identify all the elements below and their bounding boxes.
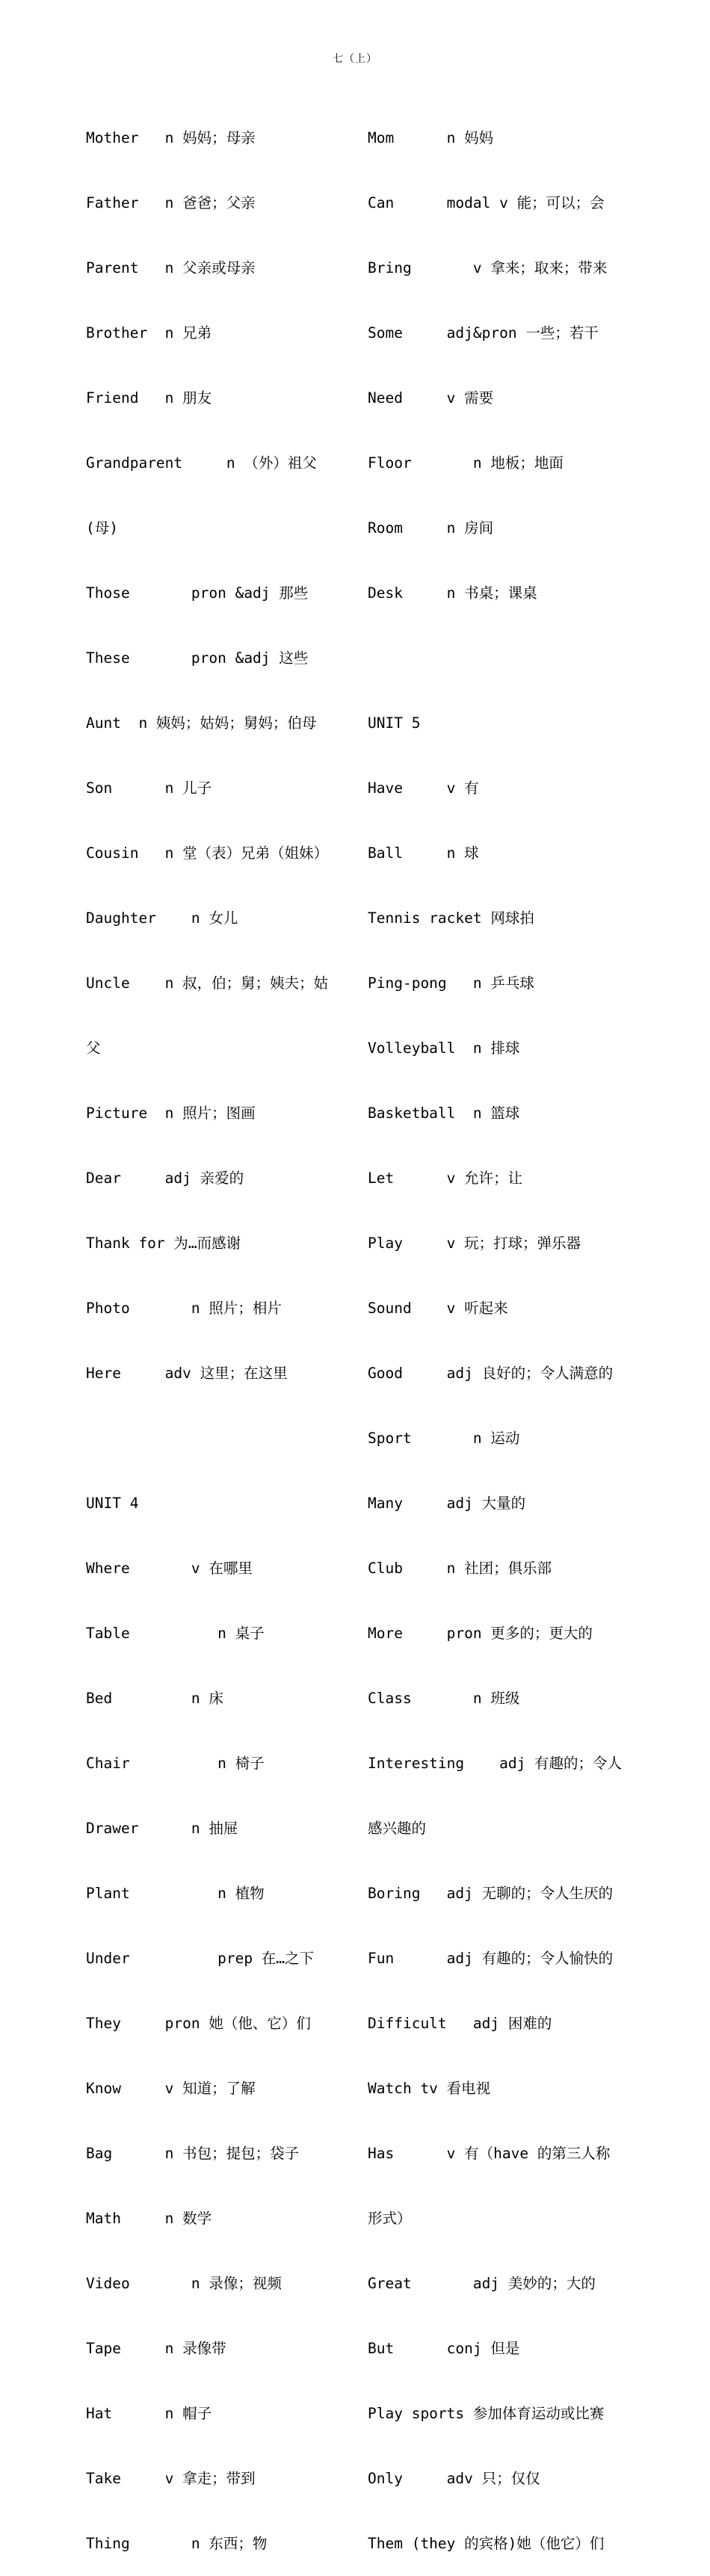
vocab-line: Let v 允许；让 [368,1170,523,1187]
blank-line [86,1427,348,1449]
vocab-line: Club n 社团；俱乐部 [368,1560,552,1577]
vocab-line: Can modal v 能；可以；会 [368,194,605,211]
vocab-line: Tape n 录像带 [86,2340,226,2357]
vocab-line: Some adj&pron 一些；若干 [368,324,599,342]
vocab-line: More pron 更多的；更大的 [368,1625,593,1642]
vocab-line: Photo n 照片；相片 [86,1300,282,1317]
vocab-line: Know v 知道；了解 [86,2080,256,2097]
vocab-line: 感兴趣的 [368,1820,427,1837]
vocab-line: Video n 录像；视频 [86,2275,282,2292]
vocab-line: Only adv 只；仅仅 [368,2470,540,2487]
vocab-line: Table n 桌子 [86,1625,265,1642]
vocab-line: Uncle n 叔，伯；舅；姨夫；姑 [86,975,329,992]
vocab-line: Son n 儿子 [86,779,212,797]
vocab-line: Grandparent n （外）祖父 [86,454,317,472]
page-header-title: 七（上） [333,53,377,65]
vocab-line: 父 [86,1040,101,1057]
vocab-line: Floor n 地板；地面 [368,454,564,472]
vocab-line: Desk n 书桌；课桌 [368,584,537,602]
vocab-line: Ball n 球 [368,844,479,862]
vocab-line: Daughter n 女儿 [86,909,238,927]
vocab-line: Where v 在哪里 [86,1560,253,1577]
vocab-line: Fun adj 有趣的；令人愉快的 [368,1950,614,1967]
vocab-line: Aunt n 姨妈；姑妈；舅妈；伯母 [86,714,317,732]
vocab-line: Many adj 大量的 [368,1495,526,1512]
vocab-line: Parent n 父亲或母亲 [86,259,256,277]
vocab-line: Drawer n 抽屉 [86,1820,238,1837]
vocab-line: These pron &adj 这些 [86,649,309,667]
vocab-line: Sport n 运动 [368,1430,520,1447]
vocab-line: Picture n 照片；图画 [86,1105,256,1122]
vocab-line: Under prep 在…之下 [86,1950,315,1967]
left-vocab-column [86,84,348,2576]
vocab-line: Thing n 东西；物 [86,2535,268,2552]
vocab-line: Play sports 参加体育运动或比赛 [368,2405,605,2422]
unit-heading: UNIT 4 [86,1495,139,1512]
vocab-line: (母) [86,519,118,537]
vocab-line: Watch tv 看电视 [368,2080,491,2097]
vocab-line: Ping-pong n 乒乓球 [368,975,534,992]
vocab-line: Bag n 书包；提包；袋子 [86,2145,300,2162]
vocab-line: Has v 有（have 的第三人称 [368,2145,611,2162]
vocab-line: Basketball n 篮球 [368,1105,520,1122]
vocab-line: Mother n 妈妈；母亲 [86,129,256,146]
vocab-line: Plant n 植物 [86,1885,265,1902]
vocab-line: Them (they 的宾格)她（他它）们 [368,2535,605,2552]
vocab-line: Bring v 拿来；取来；带来 [368,259,608,277]
vocab-line: Thank for 为…而感谢 [86,1235,241,1252]
vocab-line: Tennis racket 网球拍 [368,909,534,927]
vocab-line: Hat n 帽子 [86,2405,212,2422]
vocab-line: Boring adj 无聊的；令人生厌的 [368,1885,614,1902]
vocab-line: Bed n 床 [86,1690,223,1707]
vocab-line: Need v 需要 [368,389,494,407]
vocab-line: Father n 爸爸；父亲 [86,194,256,211]
vocab-line: Room n 房间 [368,519,494,537]
vocab-line: Great adj 美妙的；大的 [368,2275,596,2292]
vocab-line: Sound v 听起来 [368,1300,508,1317]
vocab-line: Volleyball n 排球 [368,1040,520,1057]
vocab-line: Here adv 这里；在这里 [86,1365,288,1382]
vocab-line: Cousin n 堂（表）兄弟（姐妹） [86,844,329,862]
vocab-line: 形式） [368,2210,412,2227]
vocab-line: Chair n 椅子 [86,1755,265,1772]
vocab-line: Dear adj 亲爱的 [86,1170,244,1187]
vocab-line: They pron 她（他、它）们 [86,2015,311,2032]
vocab-line: Have v 有 [368,779,479,797]
vocab-line: Friend n 朋友 [86,389,212,407]
unit-heading: UNIT 5 [368,714,421,732]
vocab-line: Those pron &adj 那些 [86,584,309,602]
vocab-line: Brother n 兄弟 [86,324,212,342]
vocab-line: But conj 但是 [368,2340,520,2357]
vocab-line: Class n 班级 [368,1690,520,1707]
vocab-line: Interesting adj 有趣的；令人 [368,1755,623,1772]
blank-line [368,647,626,669]
right-vocab-column [368,84,626,2576]
vocab-line: Mom n 妈妈 [368,129,494,146]
vocab-line: Play v 玩；打球；弹乐器 [368,1235,581,1252]
vocab-line: Good adj 良好的；令人满意的 [368,1365,614,1382]
vocab-line: Take v 拿走；带到 [86,2470,256,2487]
vocab-line: Math n 数学 [86,2210,212,2227]
vocab-line: Difficult adj 困难的 [368,2015,552,2032]
